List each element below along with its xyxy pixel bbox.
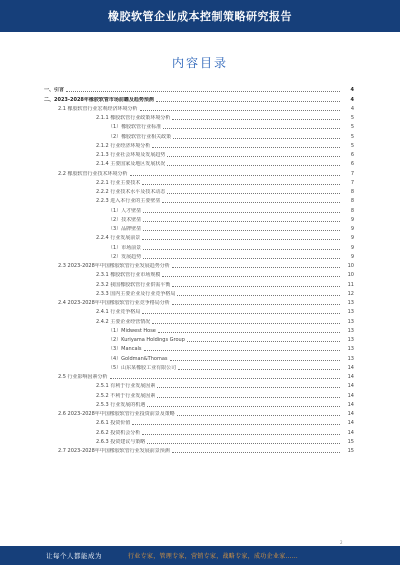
toc-dot-leader xyxy=(152,323,340,324)
toc-entry-page: 13 xyxy=(347,309,354,316)
toc-entry-page: 12 xyxy=(347,290,354,297)
toc-dot-leader xyxy=(172,304,340,305)
toc-dot-leader xyxy=(172,119,340,120)
toc-entry-label: 2.2.4 行业发展前景 xyxy=(96,235,141,242)
toc-dot-leader xyxy=(172,267,340,268)
toc-entry-page: 4 xyxy=(350,105,354,112)
toc-dot-leader xyxy=(142,239,340,240)
toc-entry[interactable] xyxy=(44,103,354,112)
toc-entry-label: （5）山东某橡胶工业有限公司 xyxy=(108,364,177,371)
toc-entry-label: 2.1.3 行业社会环境及发展趋势 xyxy=(96,152,166,158)
page-footer xyxy=(0,546,400,565)
toc-dot-leader xyxy=(110,378,340,379)
toc-entry-page: 8 xyxy=(350,198,354,205)
toc-entry[interactable] xyxy=(44,371,354,380)
toc-entry-label: 2.2.2 行业技术水平及技术动态 xyxy=(96,189,166,195)
toc-entry[interactable] xyxy=(44,426,354,435)
toc-entry-page: 6 xyxy=(350,152,354,158)
toc-entry-label: 2.3 2023-2028年中国橡胶软管行业发展趋势分析 xyxy=(58,263,170,269)
toc-heading: 内容目录 xyxy=(171,56,228,70)
toc-entry-label: （1）Midwest Hose xyxy=(108,327,156,334)
toc-entry[interactable] xyxy=(44,140,354,149)
toc-entry-page: 15 xyxy=(347,438,354,445)
toc-entry[interactable] xyxy=(44,380,354,389)
toc-dot-leader xyxy=(187,341,340,342)
toc-dot-leader xyxy=(178,369,340,370)
toc-entry-label: （3）Mancals xyxy=(108,346,142,353)
toc-entry[interactable] xyxy=(44,84,354,93)
toc-dot-leader xyxy=(173,138,340,139)
toc-dot-leader xyxy=(143,212,340,213)
toc-entry[interactable] xyxy=(44,297,354,306)
footer-slogan: 让每个人都能成为 xyxy=(46,552,102,560)
toc-entry-page: 10 xyxy=(347,263,354,269)
toc-entry-label: 2.2.3 进入本行业的主要壁垒 xyxy=(96,198,161,205)
toc-entry-page: 4 xyxy=(350,96,354,103)
toc-dot-leader xyxy=(143,258,340,259)
toc-entry-page: 5 xyxy=(350,133,354,140)
toc-entry-page: 14 xyxy=(347,364,354,371)
toc-entry-page: 13 xyxy=(347,327,354,334)
toc-entry-label: 2.5 行业影响因素分析 xyxy=(58,374,108,380)
toc-entry[interactable] xyxy=(44,223,354,232)
toc-entry-label: 2.1 橡胶软管行业宏观经济环境分析 xyxy=(58,105,138,112)
toc-dot-leader xyxy=(167,156,340,157)
toc-dot-leader xyxy=(66,91,340,92)
toc-entry-page: 9 xyxy=(350,226,354,232)
toc-dot-leader xyxy=(143,230,340,231)
toc-entry[interactable] xyxy=(44,288,354,297)
toc-entry[interactable] xyxy=(44,186,354,195)
toc-entry[interactable] xyxy=(44,204,354,213)
toc-entry-label: （4）Goldman&Thomas xyxy=(108,355,168,362)
toc-entry[interactable] xyxy=(44,177,354,186)
toc-dot-leader xyxy=(147,443,340,444)
toc-entry[interactable] xyxy=(44,315,354,324)
toc-entry[interactable] xyxy=(44,269,354,278)
toc-entry-page: 13 xyxy=(347,337,354,343)
toc-dot-leader xyxy=(140,110,340,111)
toc-entry-label: 2.6.3 投资建议与策略 xyxy=(96,438,146,445)
toc-entry-label: 2.5.2 不利于行业发展因素 xyxy=(96,392,156,399)
toc-entry[interactable] xyxy=(44,445,354,454)
toc-entry-label: 一、引言 xyxy=(44,87,65,94)
toc-entry-label: 2.6 2023-2028年中国橡胶软管行业投资前景及策略 xyxy=(58,411,175,417)
toc-entry[interactable] xyxy=(44,260,354,269)
toc-entry-page: 14 xyxy=(347,429,354,436)
toc-entry-label: 2.3.1 橡胶软管行业市场规模 xyxy=(96,272,161,279)
toc-entry[interactable] xyxy=(44,241,354,250)
toc-dot-leader xyxy=(130,175,340,176)
toc-dot-leader xyxy=(143,221,340,222)
toc-entry-page: 7 xyxy=(350,179,354,186)
toc-entry-label: 2.2.1 行业主要技术 xyxy=(96,179,141,186)
toc-entry-page: 4 xyxy=(350,87,354,94)
toc-entry-page: 14 xyxy=(347,392,354,399)
toc-entry[interactable] xyxy=(44,149,354,158)
toc-entry-page: 13 xyxy=(347,318,354,325)
toc-entry-label: （1）市场前景 xyxy=(108,244,142,251)
toc-dot-leader xyxy=(170,360,340,361)
toc-entry[interactable] xyxy=(44,130,354,139)
toc-entry-label: 2.6.1 投资价值 xyxy=(96,420,131,427)
toc-entry-label: 2.3.3 国内主要企业及行业竞争格局 xyxy=(96,290,176,297)
toc-entry-page: 8 xyxy=(350,189,354,195)
toc-dot-leader xyxy=(162,202,340,203)
toc-dot-leader xyxy=(172,286,340,287)
toc-entry-page: 13 xyxy=(347,355,354,362)
toc-entry[interactable] xyxy=(44,278,354,287)
toc-dot-leader xyxy=(132,424,340,425)
toc-entry-label: （3）品牌壁垒 xyxy=(108,226,142,232)
toc-entry-label: （2）发展趋势 xyxy=(108,253,142,260)
toc-entry[interactable] xyxy=(44,389,354,398)
toc-entry[interactable] xyxy=(44,352,354,361)
toc-dot-leader xyxy=(157,397,340,398)
toc-entry-label: 2.1.1 橡胶软管行业政策环境分析 xyxy=(96,115,171,121)
toc-entry-page: 14 xyxy=(347,411,354,417)
page-number: 2 xyxy=(340,540,343,545)
toc-entry[interactable] xyxy=(44,93,354,102)
toc-entry-page: 14 xyxy=(347,420,354,427)
toc-entry[interactable] xyxy=(44,195,354,204)
toc-entry-page: 10 xyxy=(347,272,354,279)
toc-entry-label: 2.3.2 我国橡胶软管行业供需平衡 xyxy=(96,281,171,288)
toc-entry-label: 2.2 橡胶软管行业技术环境分析 xyxy=(58,170,128,177)
toc-entry[interactable] xyxy=(44,334,354,343)
toc-entry[interactable] xyxy=(44,232,354,241)
toc-entry-page: 9 xyxy=(350,244,354,251)
toc-entry-page: 5 xyxy=(350,142,354,149)
toc-entry-page: 7 xyxy=(350,170,354,177)
toc-entry-label: （2）橡胶软管行业相关政策 xyxy=(108,133,172,140)
toc-dot-leader xyxy=(142,434,340,435)
toc-entry[interactable] xyxy=(44,121,354,130)
toc-entry[interactable] xyxy=(44,362,354,371)
toc-dot-leader xyxy=(143,249,340,250)
toc-entry[interactable] xyxy=(44,417,354,426)
toc-entry-label: 2.7 2023-2028年中国橡胶软管行业发展前景预测 xyxy=(58,448,170,454)
toc-dot-leader xyxy=(177,415,340,416)
toc-entry[interactable] xyxy=(44,343,354,352)
toc-entry-page: 8 xyxy=(350,207,354,214)
toc-entry[interactable] xyxy=(44,112,354,121)
toc-entry-page: 13 xyxy=(347,346,354,353)
toc-entry-page: 5 xyxy=(350,124,354,131)
toc-entry[interactable] xyxy=(44,436,354,445)
toc-entry-page: 6 xyxy=(350,161,354,168)
toc-dot-leader xyxy=(167,193,340,194)
table-of-contents xyxy=(44,84,354,454)
toc-dot-leader xyxy=(144,350,340,351)
report-title: 橡胶软管企业成本控制策略研究报告 xyxy=(108,10,292,23)
toc-entry-label: （1）人才壁垒 xyxy=(108,207,142,214)
toc-dot-leader xyxy=(172,452,340,453)
toc-entry-page: 9 xyxy=(350,253,354,260)
toc-entry[interactable] xyxy=(44,251,354,260)
toc-entry-page: 13 xyxy=(347,300,354,306)
toc-dot-leader xyxy=(152,147,340,148)
toc-entry[interactable] xyxy=(44,325,354,334)
toc-entry-label: 2.1.2 行业经济环境分析 xyxy=(96,142,151,149)
toc-entry-page: 14 xyxy=(347,374,354,380)
toc-dot-leader xyxy=(158,332,340,333)
toc-entry-label: 2.4.1 行业竞争格局 xyxy=(96,309,141,316)
toc-entry-label: （2）技术壁垒 xyxy=(108,216,142,223)
toc-entry-label: 2.1.4 主要国家及地区发展状况 xyxy=(96,161,166,168)
toc-entry-label: （2）Kuriyama Holdings Group xyxy=(108,337,185,343)
toc-entry-label: 2.4.2 主要企业经营情况 xyxy=(96,318,151,325)
toc-entry-page: 11 xyxy=(347,281,354,288)
toc-entry-page: 14 xyxy=(347,401,354,408)
toc-entry[interactable] xyxy=(44,158,354,167)
toc-entry-label: 2.5.1 有利于行业发展因素 xyxy=(96,383,156,390)
toc-entry-label: 二、2023-2028年橡胶软管市场前瞻及趋势预测 xyxy=(44,96,154,103)
toc-entry-page: 15 xyxy=(347,448,354,454)
toc-dot-leader xyxy=(163,128,340,129)
toc-dot-leader xyxy=(162,276,340,277)
toc-entry-page: 9 xyxy=(350,235,354,242)
toc-dot-leader xyxy=(142,184,340,185)
page-header xyxy=(0,0,400,32)
toc-dot-leader xyxy=(157,387,340,388)
toc-dot-leader xyxy=(167,165,340,166)
footer-tagline: 行业专家，管理专家，营销专家，战略专家，成功企业家…… xyxy=(128,553,299,560)
toc-entry-label: （1）橡胶软管行业标准 xyxy=(108,124,162,131)
toc-dot-leader xyxy=(156,101,340,102)
toc-entry-page: 9 xyxy=(350,216,354,223)
toc-entry[interactable] xyxy=(44,306,354,315)
toc-dot-leader xyxy=(147,406,340,407)
toc-entry-label: 2.4 2023-2028年中国橡胶软管行业竞争格局分析 xyxy=(58,300,170,306)
toc-entry-page: 5 xyxy=(350,115,354,121)
toc-entry[interactable] xyxy=(44,399,354,408)
toc-dot-leader xyxy=(142,313,340,314)
toc-dot-leader xyxy=(177,295,340,296)
toc-entry-page: 14 xyxy=(347,383,354,390)
toc-entry[interactable] xyxy=(44,167,354,176)
toc-entry-label: 2.6.2 投资机会分析 xyxy=(96,429,141,436)
toc-entry[interactable] xyxy=(44,408,354,417)
toc-entry-label: 2.5.3 行业发展的机遇 xyxy=(96,401,146,408)
toc-entry[interactable] xyxy=(44,214,354,223)
